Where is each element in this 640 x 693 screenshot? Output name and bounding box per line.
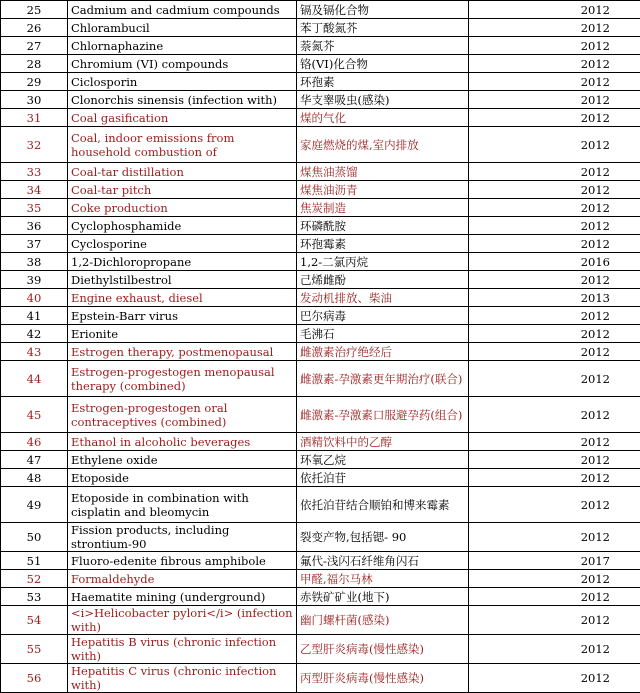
agent-name-zh: 环孢霉素 — [297, 235, 469, 253]
evaluation-year: 2012 — [469, 235, 640, 253]
evaluation-year: 2012 — [469, 523, 640, 552]
agent-name-en: Estrogen therapy, postmenopausal — [68, 343, 297, 361]
agent-name-en: <i>Helicobacter pylori</i> (infection with) — [68, 606, 297, 635]
evaluation-year: 2013 — [469, 289, 640, 307]
row-number: 44 — [1, 361, 68, 397]
agent-name-zh: 毛沸石 — [297, 325, 469, 343]
table-row — [1, 73, 640, 91]
table-row — [1, 451, 640, 469]
evaluation-year: 2017 — [469, 552, 640, 570]
row-number: 55 — [1, 635, 68, 664]
agent-name-zh: 氟代-浅闪石纤维角闪石 — [297, 552, 469, 570]
table-row — [1, 588, 640, 606]
agent-name-en: Hepatitis B virus (chronic infection with) — [68, 635, 297, 664]
evaluation-year: 2012 — [469, 217, 640, 235]
agent-name-zh: 焦炭制造 — [297, 199, 469, 217]
evaluation-year: 2012 — [469, 397, 640, 433]
agent-name-en: Chlornaphazine — [68, 37, 297, 55]
evaluation-year: 2016 — [469, 253, 640, 271]
table-row — [1, 552, 640, 570]
row-number: 30 — [1, 91, 68, 109]
agent-name-zh: 雌激素治疗绝经后 — [297, 343, 469, 361]
evaluation-year: 2012 — [469, 271, 640, 289]
agent-name-zh: 丙型肝炎病毒(慢性感染) — [297, 664, 469, 693]
row-number: 51 — [1, 552, 68, 570]
agent-name-en: Hepatitis C virus (chronic infection with) — [68, 664, 297, 693]
table-row — [1, 127, 640, 163]
agent-name-zh: 己烯雌酚 — [297, 271, 469, 289]
table-row — [1, 487, 640, 523]
row-number: 54 — [1, 606, 68, 635]
agent-name-zh: 环孢素 — [297, 73, 469, 91]
row-number: 26 — [1, 19, 68, 37]
evaluation-year: 2012 — [469, 127, 640, 163]
agent-name-en: Coke production — [68, 199, 297, 217]
table-row — [1, 271, 640, 289]
evaluation-year: 2012 — [469, 1, 640, 19]
agent-name-zh: 苯丁酸氮芥 — [297, 19, 469, 37]
evaluation-year: 2012 — [469, 109, 640, 127]
table-row — [1, 325, 640, 343]
agent-name-en: Coal gasification — [68, 109, 297, 127]
row-number: 37 — [1, 235, 68, 253]
table-row — [1, 307, 640, 325]
agent-name-en: Ciclosporin — [68, 73, 297, 91]
row-number: 38 — [1, 253, 68, 271]
row-number: 42 — [1, 325, 68, 343]
table-row — [1, 1, 640, 19]
evaluation-year: 2012 — [469, 361, 640, 397]
agent-name-zh: 煤焦油蒸馏 — [297, 163, 469, 181]
evaluation-year: 2012 — [469, 55, 640, 73]
agent-name-zh: 雌激素-孕激素口服避孕药(组合) — [297, 397, 469, 433]
agent-name-en: Engine exhaust, diesel — [68, 289, 297, 307]
agent-name-en: 1,2-Dichloropropane — [68, 253, 297, 271]
table-row — [1, 289, 640, 307]
table-row — [1, 199, 640, 217]
agent-name-zh: 华支睾吸虫(感染) — [297, 91, 469, 109]
agent-name-zh: 幽门螺杆菌(感染) — [297, 606, 469, 635]
row-number: 25 — [1, 1, 68, 19]
agent-name-en: Haematite mining (underground) — [68, 588, 297, 606]
evaluation-year: 2012 — [469, 73, 640, 91]
table-row — [1, 523, 640, 552]
row-number: 56 — [1, 664, 68, 693]
table-row — [1, 469, 640, 487]
agent-name-zh: 酒精饮料中的乙醇 — [297, 433, 469, 451]
agent-name-en: Formaldehyde — [68, 570, 297, 588]
table-row — [1, 55, 640, 73]
row-number: 29 — [1, 73, 68, 91]
table-row — [1, 235, 640, 253]
evaluation-year: 2012 — [469, 451, 640, 469]
table-row — [1, 181, 640, 199]
evaluation-year: 2012 — [469, 664, 640, 693]
evaluation-year: 2012 — [469, 487, 640, 523]
row-number: 35 — [1, 199, 68, 217]
evaluation-year: 2012 — [469, 19, 640, 37]
agent-name-zh: 巴尔病毒 — [297, 307, 469, 325]
agent-name-zh: 煤焦油沥青 — [297, 181, 469, 199]
table-row — [1, 570, 640, 588]
agent-name-zh: 煤的气化 — [297, 109, 469, 127]
table-row — [1, 635, 640, 664]
agent-name-en: Coal-tar pitch — [68, 181, 297, 199]
agent-name-zh: 甲醛,福尔马林 — [297, 570, 469, 588]
row-number: 36 — [1, 217, 68, 235]
agent-name-en: Estrogen-progestogen oral contraceptives (combined) — [68, 397, 297, 433]
agent-name-zh: 铬(VI)化合物 — [297, 55, 469, 73]
table-row — [1, 91, 640, 109]
agent-name-en: Etoposide — [68, 469, 297, 487]
evaluation-year: 2012 — [469, 163, 640, 181]
agent-name-en: Epstein-Barr virus — [68, 307, 297, 325]
table-row — [1, 433, 640, 451]
agent-name-zh: 雌激素-孕激素更年期治疗(联合) — [297, 361, 469, 397]
row-number: 46 — [1, 433, 68, 451]
agent-name-zh: 赤铁矿矿业(地下) — [297, 588, 469, 606]
agent-name-zh: 家庭燃烧的煤,室内排放 — [297, 127, 469, 163]
row-number: 32 — [1, 127, 68, 163]
table-row — [1, 606, 640, 635]
evaluation-year: 2012 — [469, 570, 640, 588]
table-row — [1, 37, 640, 55]
evaluation-year: 2012 — [469, 433, 640, 451]
row-number: 41 — [1, 307, 68, 325]
evaluation-year: 2012 — [469, 606, 640, 635]
agent-name-en: Chromium (VI) compounds — [68, 55, 297, 73]
evaluation-year: 2012 — [469, 199, 640, 217]
table-row — [1, 361, 640, 397]
agent-name-en: Fission products, including strontium-90 — [68, 523, 297, 552]
agent-name-en: Etoposide in combination with cisplatin and bleomycin — [68, 487, 297, 523]
table-row — [1, 343, 640, 361]
agent-name-zh: 裂变产物,包括锶- 90 — [297, 523, 469, 552]
agent-name-en: Fluoro-edenite fibrous amphibole — [68, 552, 297, 570]
agent-name-zh: 发动机排放、柴油 — [297, 289, 469, 307]
agent-name-zh: 萘氮芥 — [297, 37, 469, 55]
row-number: 33 — [1, 163, 68, 181]
evaluation-year: 2012 — [469, 588, 640, 606]
agent-name-en: Cadmium and cadmium compounds — [68, 1, 297, 19]
row-number: 34 — [1, 181, 68, 199]
row-number: 50 — [1, 523, 68, 552]
row-number: 27 — [1, 37, 68, 55]
row-number: 53 — [1, 588, 68, 606]
evaluation-year: 2012 — [469, 307, 640, 325]
row-number: 52 — [1, 570, 68, 588]
evaluation-year: 2012 — [469, 635, 640, 664]
evaluation-year: 2012 — [469, 181, 640, 199]
agent-name-zh: 乙型肝炎病毒(慢性感染) — [297, 635, 469, 664]
agent-name-en: Chlorambucil — [68, 19, 297, 37]
evaluation-year: 2012 — [469, 343, 640, 361]
row-number: 47 — [1, 451, 68, 469]
row-number: 49 — [1, 487, 68, 523]
table-row — [1, 163, 640, 181]
agent-name-en: Coal, indoor emissions from household combustion of — [68, 127, 297, 163]
row-number: 45 — [1, 397, 68, 433]
agent-name-en: Ethanol in alcoholic beverages — [68, 433, 297, 451]
row-number: 43 — [1, 343, 68, 361]
evaluation-year: 2012 — [469, 325, 640, 343]
evaluation-year: 2012 — [469, 91, 640, 109]
carcinogen-table-body — [1, 1, 640, 693]
agent-name-en: Clonorchis sinensis (infection with) — [68, 91, 297, 109]
agent-name-zh: 依托泊苷结合顺铂和博来霉素 — [297, 487, 469, 523]
evaluation-year: 2012 — [469, 37, 640, 55]
agent-name-en: Cyclosporine — [68, 235, 297, 253]
agent-name-zh: 环磷酰胺 — [297, 217, 469, 235]
agent-name-zh: 依托泊苷 — [297, 469, 469, 487]
row-number: 31 — [1, 109, 68, 127]
agent-name-en: Coal-tar distillation — [68, 163, 297, 181]
agent-name-en: Estrogen-progestogen menopausal therapy (combined) — [68, 361, 297, 397]
table-row — [1, 19, 640, 37]
row-number: 28 — [1, 55, 68, 73]
table-row — [1, 109, 640, 127]
row-number: 40 — [1, 289, 68, 307]
agent-name-en: Diethylstilbestrol — [68, 271, 297, 289]
agent-name-en: Cyclophosphamide — [68, 217, 297, 235]
agent-name-en: Erionite — [68, 325, 297, 343]
table-row — [1, 664, 640, 693]
agent-name-zh: 1,2-二氯丙烷 — [297, 253, 469, 271]
agent-name-zh: 镉及镉化合物 — [297, 1, 469, 19]
table-row — [1, 217, 640, 235]
row-number: 48 — [1, 469, 68, 487]
agent-name-en: Ethylene oxide — [68, 451, 297, 469]
row-number: 39 — [1, 271, 68, 289]
agent-name-zh: 环氧乙烷 — [297, 451, 469, 469]
table-row — [1, 397, 640, 433]
table-row — [1, 253, 640, 271]
evaluation-year: 2012 — [469, 469, 640, 487]
